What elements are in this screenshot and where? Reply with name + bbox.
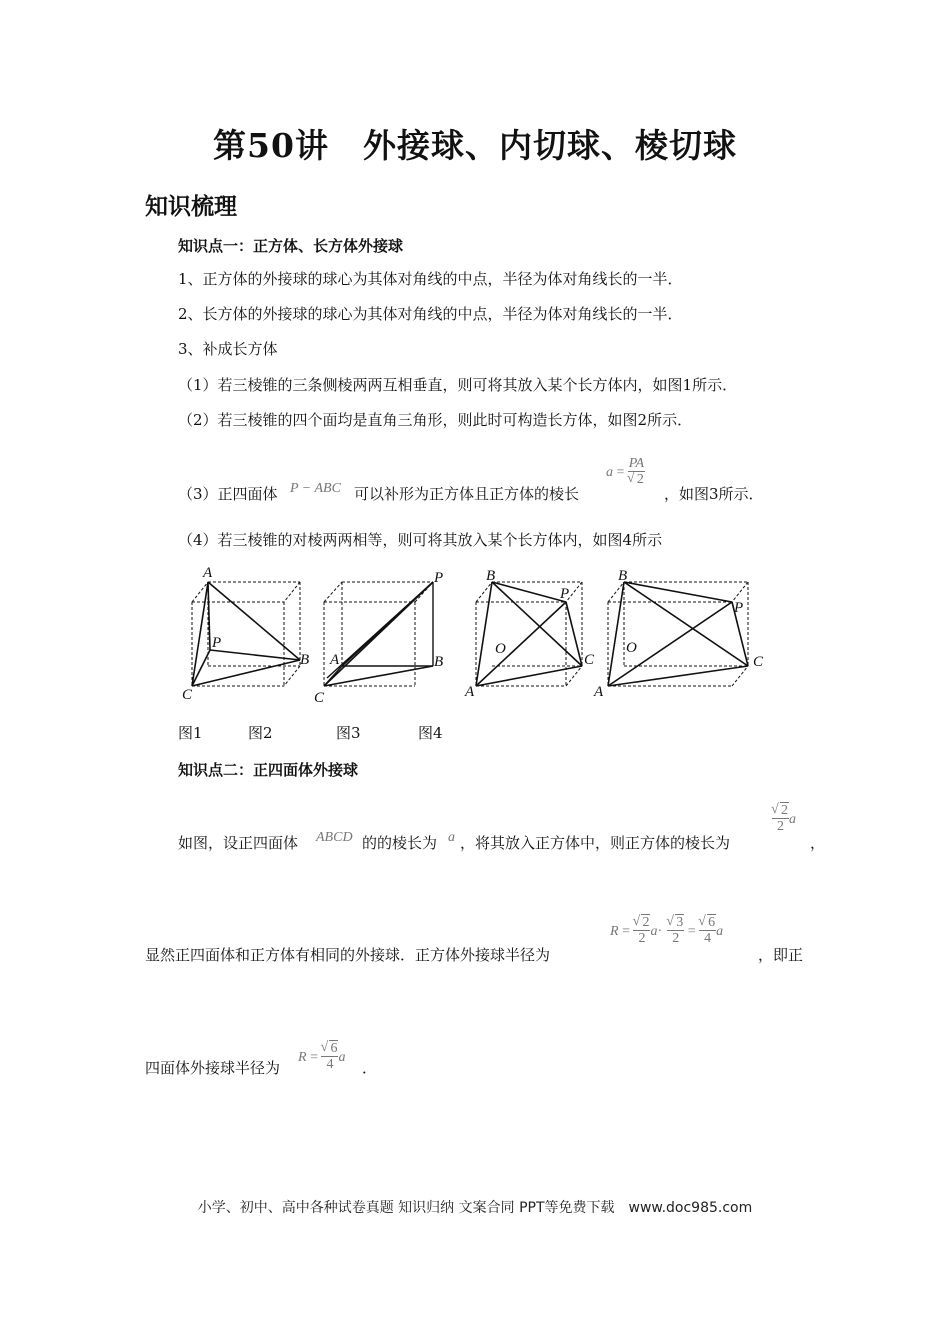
point2-line2-b: ，即正 xyxy=(758,946,804,964)
figures-svg xyxy=(170,560,790,710)
fig-caption-4: 图4 xyxy=(418,724,443,742)
point1-sub3-b: 可以补形为正方体且正方体的棱长 xyxy=(354,485,580,503)
fig2-label-p: P xyxy=(434,570,444,586)
fig3-label-o: O xyxy=(495,641,506,657)
point2-line1-b: 的的棱长为 xyxy=(362,834,438,852)
fig3-label-a: A xyxy=(465,684,475,700)
fig1-label-c: C xyxy=(182,687,193,703)
fig4-label-c: C xyxy=(753,654,764,670)
fig4-label-b: B xyxy=(618,568,628,584)
fig3-label-p: P xyxy=(560,586,570,602)
formula-p-abc: P − ABC xyxy=(290,481,341,496)
fig4-label-a: A xyxy=(594,684,604,700)
fig3-label-b: B xyxy=(486,568,496,584)
fig4-label-p: P xyxy=(734,600,744,616)
fig-caption-3: 图3 xyxy=(336,724,361,742)
point2-line1-a: 如图，设正四面体 xyxy=(178,834,299,852)
point1-item2: 2、长方体的外接球的球心为其体对角线的中点，半径为体对角线长的一半． xyxy=(178,305,683,323)
formula-a-eq-pa-over-root2: a = PA √ 2 xyxy=(606,456,645,487)
fig4-label-o: O xyxy=(626,640,637,656)
point1-item3: 3、补成长方体 xyxy=(178,340,278,358)
formula-radius-result: R = √ $\frac{6}{4}$ a xyxy=(298,1041,345,1072)
formula-abcd: ABCD xyxy=(316,830,353,845)
point2-line1-d: ， xyxy=(810,834,826,852)
formula-a: a xyxy=(448,830,455,845)
fig1-label-p: P xyxy=(212,635,222,651)
formula-radius-derivation: R = √ $\frac{2}{2}$ a· √ $\frac{3}{2}$ = √ $\frac{6}{4}$ a xyxy=(610,915,723,946)
figure-4 xyxy=(608,582,748,686)
point2-line1-c: ，将其放入正方体中，则正方体的棱长为 xyxy=(460,834,731,852)
point2-line3-a: 四面体外接球半径为 xyxy=(145,1059,281,1077)
fig1-label-b: B xyxy=(300,652,310,668)
point1-heading: 知识点一：正方体、长方体外接球 xyxy=(178,237,404,255)
fig-caption-2: 图2 xyxy=(248,724,273,742)
section-heading: 知识梳理 xyxy=(145,193,237,220)
point1-sub3-a: （3）正四面体 xyxy=(178,485,278,503)
point1-sub2: （2）若三棱锥的四个面均是直角三角形，则此时可构造长方体，如图2所示． xyxy=(178,411,693,429)
figure-1 xyxy=(192,582,300,686)
point1-sub3-c: ，如图3所示． xyxy=(664,485,764,503)
point1-sub1: （1）若三棱锥的三条侧棱两两互相垂直，则可将其放入某个长方体内，如图1所示． xyxy=(178,376,738,394)
point2-line2-a: 显然正四面体和正方体有相同的外接球．正方体外接球半径为 xyxy=(145,946,551,964)
fig3-label-c: C xyxy=(584,652,595,668)
figure-2 xyxy=(324,582,433,686)
point1-sub4: （4）若三棱锥的对棱两两相等，则可将其放入某个长方体内，如图4所示 xyxy=(178,531,663,549)
fig-caption-1: 图1 xyxy=(178,724,203,742)
fig2-label-c: C xyxy=(314,690,325,706)
point2-heading: 知识点二：正四面体外接球 xyxy=(178,761,359,779)
point2-line3-b: ． xyxy=(362,1059,378,1077)
fig1-label-a: A xyxy=(203,565,213,581)
fig2-label-a: A xyxy=(330,652,340,668)
page-title: 第50讲 外接球、内切球、棱切球 xyxy=(213,126,737,165)
point1-item1: 1、正方体的外接球的球心为其体对角线的中点，半径为体对角线长的一半． xyxy=(178,270,683,288)
fig2-label-b: B xyxy=(434,654,444,670)
formula-root2-over-2-a: √ $\frac{2}{2}$ a xyxy=(772,803,796,834)
page-footer: 小学、初中、高中各种试卷真题 知识归纳 文案合同 PPT等免费下载 www.doc985.com xyxy=(197,1200,753,1216)
